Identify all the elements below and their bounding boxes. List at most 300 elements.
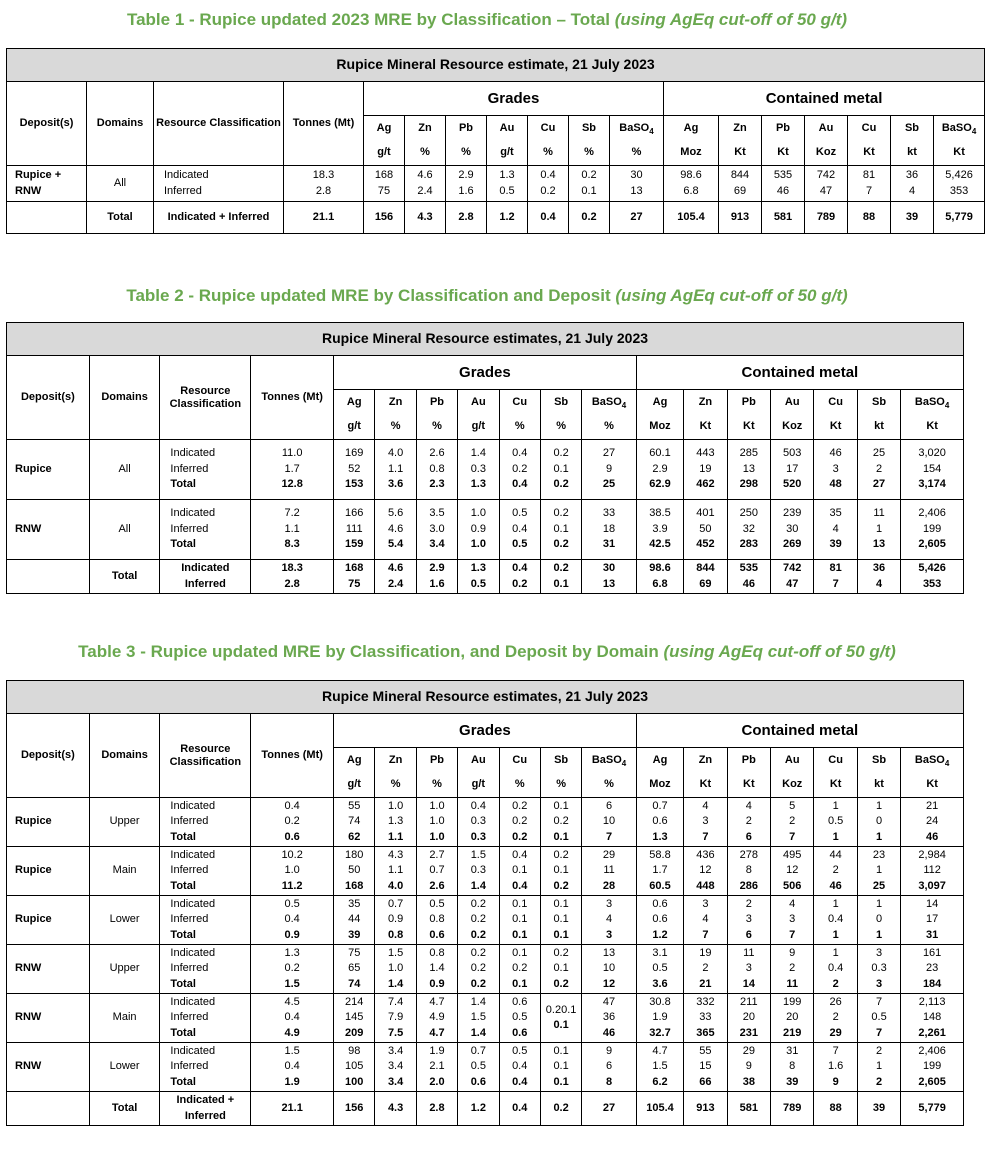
cell-value: 0.2 (553, 815, 569, 828)
cell-value: 1 (875, 864, 883, 877)
total-grade: 0.2 (569, 202, 610, 234)
cell-value: 1.7 (284, 462, 300, 475)
grade-col-sb: Sb (540, 748, 581, 773)
cell-value: 298 (739, 478, 758, 491)
cell-value: 1.3 (470, 478, 486, 491)
cell-value: 1.3 (284, 946, 300, 959)
cell-value: 0 (875, 913, 883, 926)
metal-header: Contained metal (636, 356, 963, 390)
cell-value: 3 (789, 913, 796, 926)
grade-cell (528, 166, 569, 202)
cell-value: 3.4 (387, 1060, 404, 1073)
cell-value: Indicated (170, 848, 216, 861)
grade-unit: % (569, 141, 610, 166)
metal-cell (934, 166, 985, 202)
cell-value: 2.0 (429, 1075, 445, 1088)
cell-value: 1 (832, 946, 839, 959)
grade-cell (569, 166, 610, 202)
metal-cell (814, 440, 857, 500)
cell-value: 0.2 (553, 478, 569, 491)
cell-value: 0.3 (470, 815, 486, 828)
cell-value: 0.2 (553, 848, 569, 861)
cell-value: 8 (605, 1075, 613, 1088)
cell-value: 2,605 (918, 538, 946, 551)
cell-value: 506 (783, 879, 802, 892)
total-grade (416, 560, 457, 594)
cell-value: 2 (832, 864, 839, 877)
cell-value: 1 (875, 928, 883, 941)
grade-cell (416, 1043, 457, 1092)
cell-value: 5 (789, 799, 796, 812)
cell-value: Total (170, 1026, 196, 1039)
cell-value: 6.8 (683, 184, 699, 197)
cell-value: 33 (699, 1011, 712, 1024)
cell-value: 0.1 (553, 1019, 569, 1031)
grade-cell (499, 896, 540, 945)
grade-col-ag: Ag (334, 390, 375, 415)
cell-value: 36 (872, 562, 886, 574)
metal-cell (727, 500, 770, 560)
cell-value: 26 (829, 995, 842, 1008)
cell-value: 3.4 (387, 1044, 404, 1057)
total-grade (334, 560, 375, 594)
grade-cell (540, 945, 581, 994)
metal-col-au: Au (771, 748, 814, 773)
cell-value: 2.1 (429, 1060, 445, 1073)
cell-value: 1.6 (827, 1060, 844, 1073)
total-metal: 105.4 (664, 202, 719, 234)
cell-value: 30.8 (649, 995, 671, 1008)
grade-col-au: Au (458, 748, 499, 773)
metal-unit: Moz (664, 141, 719, 166)
cell-value: 13 (630, 184, 643, 197)
total-tonnes: 21.1 (284, 202, 364, 234)
cell-value: 0.2 (553, 946, 569, 959)
metal-cell (684, 994, 727, 1043)
grade-cell (334, 847, 375, 896)
grade-cell (334, 440, 375, 500)
grade-cell (416, 440, 457, 500)
cell-value: 1.0 (429, 815, 445, 828)
cell-value: 1.6 (429, 577, 445, 590)
cell-value: 0.8 (429, 913, 445, 926)
cell-value: 27 (872, 478, 886, 491)
metal-cell (771, 798, 814, 847)
grade-col-pb: Pb (416, 390, 457, 415)
grade-unit: % (610, 141, 664, 166)
cell-value: 62 (348, 830, 361, 843)
cell-value: 4 (702, 913, 709, 926)
cell-value: 3,020 (918, 447, 946, 460)
metal-col-au: Au (771, 390, 814, 415)
cell-value: 9 (605, 462, 613, 475)
grade-col-ag: Ag (334, 748, 375, 773)
total-grade (582, 560, 637, 594)
metal-col-cu: Cu (814, 390, 857, 415)
cell-value: 0.4 (512, 848, 528, 861)
cell-value: 2,984 (918, 848, 946, 861)
cell-value: Inferred (170, 522, 209, 535)
cell-value: 2,261 (918, 1026, 946, 1039)
grade-cell (446, 166, 487, 202)
cell-value: 2.9 (652, 462, 668, 475)
cell-value: 9 (745, 1060, 752, 1073)
grade-col-au: Au (458, 390, 499, 415)
domain-name: Lower (89, 1043, 160, 1092)
cell-value: 0.7 (387, 897, 404, 910)
cell-value: 168 (345, 562, 364, 574)
grade-cell (499, 1043, 540, 1092)
cell-value: 7.9 (387, 1011, 404, 1024)
cell-value: 7 (605, 830, 613, 843)
cell-value: 8.3 (284, 538, 300, 551)
cell-value: 9 (789, 946, 796, 959)
grade-cell (499, 440, 540, 500)
metal-cell (719, 166, 762, 202)
total-grade: 2.8 (416, 1092, 457, 1126)
metal-cell (814, 994, 857, 1043)
cell-value: 0.5 (652, 962, 668, 975)
total-metal (636, 560, 683, 594)
cell-value: 20 (786, 1011, 799, 1024)
cell-value: 448 (696, 879, 715, 892)
metal-col-cu: Cu (814, 748, 857, 773)
cell-value: 2.4 (387, 577, 404, 590)
grade-cell (540, 896, 581, 945)
cell-value: 4.3 (387, 848, 404, 861)
cell-value: 1 (832, 799, 839, 812)
cell-value: 0.2 (512, 815, 528, 828)
deposit-header: Deposit(s) (7, 82, 87, 166)
total-metal: 913 (684, 1092, 727, 1126)
grade-cell (499, 500, 540, 560)
grade-col-zn: Zn (405, 116, 446, 141)
cell-value: 0.2 (470, 977, 486, 990)
table1 (6, 48, 977, 234)
metal-unit: Kt (684, 773, 727, 798)
cell-value: 0.1 (553, 799, 569, 812)
cell-value: Indicated (164, 169, 209, 181)
cell-value: 0.4 (470, 799, 486, 812)
cell-value: 42.5 (649, 538, 671, 551)
grade-cell (582, 1043, 637, 1092)
cell-value: 19 (699, 946, 712, 959)
cell-value: 6 (605, 1060, 613, 1073)
tonnes-header: Tonnes (Mt) (251, 714, 334, 798)
metal-unit: Kt (934, 141, 985, 166)
total-grade (540, 560, 581, 594)
domain-name: All (89, 500, 160, 560)
cell-value: 1.0 (429, 830, 445, 843)
domains-header: Domains (87, 82, 154, 166)
cell-value: 4.6 (417, 169, 433, 181)
grade-cell (458, 440, 499, 500)
total-metal: 39 (857, 1092, 900, 1126)
cell-value: 7 (875, 1026, 883, 1039)
total-grade (499, 560, 540, 594)
metal-col-sb: Sb (857, 748, 900, 773)
cell-value: 0.5 (871, 1011, 887, 1024)
deposit-name: RNW (7, 994, 90, 1043)
cell-value: 2.6 (429, 447, 445, 460)
metal-unit: Kt (814, 415, 857, 440)
cell-value: 74 (348, 815, 361, 828)
classification-cell (160, 798, 251, 847)
cell-value: 1 (875, 522, 883, 535)
cell-value: 0.6 (470, 1075, 486, 1088)
metal-cell (814, 896, 857, 945)
cell-value: Total (170, 928, 196, 941)
cell-value: 10.2 (281, 848, 303, 861)
cell-value: 0.3 (470, 830, 486, 843)
cell-value: 4.7 (429, 995, 445, 1008)
cell-value: 13 (602, 946, 616, 959)
cell-value: 1.0 (387, 962, 404, 975)
metal-cell (771, 1043, 814, 1092)
metal-cell (901, 945, 964, 994)
metal-col-ag: Ag (664, 116, 719, 141)
cell-value: 7 (789, 928, 796, 941)
total-blank (7, 560, 90, 594)
cell-value: Inferred (170, 815, 209, 828)
cell-value: 0.4 (512, 1060, 528, 1073)
grade-unit: % (446, 141, 487, 166)
cell-value: 2 (789, 962, 796, 975)
total-grade: 4.3 (375, 1092, 416, 1126)
cell-value: 0.4 (540, 169, 556, 181)
grade-cell (458, 945, 499, 994)
cell-value: 7 (789, 830, 796, 843)
cell-value: 11 (743, 946, 755, 959)
domains-header: Domains (89, 714, 160, 798)
grade-unit: % (528, 141, 569, 166)
grade-cell (416, 500, 457, 560)
metal-cell (901, 994, 964, 1043)
metal-col-cu: Cu (848, 116, 891, 141)
grade-cell (405, 166, 446, 202)
total-label: Total (89, 1092, 160, 1126)
domains-header: Domains (89, 356, 160, 440)
cell-value: 62.9 (649, 478, 671, 491)
grade-col-baso4: BaSO$_4$ (582, 390, 637, 415)
cell-value: 50 (348, 864, 361, 877)
grade-cell (364, 166, 405, 202)
cell-value: 283 (739, 538, 758, 551)
metal-cell (684, 945, 727, 994)
domain-name: Upper (89, 798, 160, 847)
cell-value: 3 (832, 462, 839, 475)
cell-value: 1 (832, 830, 839, 843)
cell-value: 0.1 (553, 913, 569, 926)
grade-cell (582, 945, 637, 994)
grade-cell (416, 994, 457, 1043)
cell-value: Total (170, 977, 196, 990)
cell-value: 5.4 (387, 538, 404, 551)
cell-value: 0.2 (512, 799, 528, 812)
cell-value: 0.2 (553, 562, 569, 574)
total-metal: 88 (814, 1092, 857, 1126)
deposit-name: Rupice (7, 798, 90, 847)
cell-value: 0.4 (512, 478, 528, 491)
cell-value: 28 (602, 879, 616, 892)
cell-value: 1 (832, 897, 839, 910)
cell-value: 180 (345, 848, 364, 861)
total-metal: 581 (727, 1092, 770, 1126)
grade-unit: % (405, 141, 446, 166)
cell-value: 0.1 (553, 1075, 569, 1088)
grade-col-sb: Sb (540, 390, 581, 415)
cell-value: 0.6 (652, 897, 668, 910)
grade-cell (540, 798, 581, 847)
grade-col-pb: Pb (446, 116, 487, 141)
cell-value: 3 (605, 897, 613, 910)
total-grade (375, 560, 416, 594)
cell-value: 46 (829, 879, 842, 892)
cell-value: 0.1 (512, 913, 528, 926)
cell-value: 353 (922, 577, 942, 590)
cell-value: 0.2 (553, 977, 569, 990)
cell-value: Total (170, 1075, 196, 1088)
cell-value: 7 (702, 928, 709, 941)
cell-value: 0.1 (553, 462, 569, 475)
grade-col-zn: Zn (375, 390, 416, 415)
cell-value: 0.6 (284, 830, 300, 843)
cell-value: 98.6 (649, 562, 671, 574)
cell-value: 0.1 (553, 928, 569, 941)
cell-value: 75 (348, 577, 361, 590)
metal-cell (727, 945, 770, 994)
cell-value: 9 (832, 1075, 839, 1088)
cell-value: 365 (696, 1026, 715, 1039)
cell-value: 25 (872, 447, 886, 460)
cell-value: 24 (926, 815, 939, 828)
cell-value: 495 (783, 848, 802, 861)
grade-unit: g/t (364, 141, 405, 166)
total-metal (684, 560, 727, 594)
cell-value: Indicated (170, 995, 216, 1008)
cell-value: 14 (742, 977, 755, 990)
cell-value: 0.4 (512, 879, 528, 892)
grade-cell (582, 798, 637, 847)
cell-value: 38.5 (649, 507, 671, 520)
cell-value: 0.8 (429, 946, 445, 959)
cell-value: 12 (786, 864, 799, 877)
grade-col-baso4: BaSO$_4$ (610, 116, 664, 141)
cell-value: 2.6 (429, 879, 445, 892)
cell-value: 154 (922, 462, 942, 475)
cell-value: 0.4 (284, 913, 300, 926)
metal-cell (771, 847, 814, 896)
cell-value: 11.0 (281, 447, 303, 460)
grade-cell (458, 896, 499, 945)
metal-cell (636, 896, 683, 945)
classification-cell (160, 994, 251, 1043)
cell-value: 0 (875, 815, 883, 828)
cell-value: 353 (949, 184, 969, 197)
total-grade: 0.2 (540, 1092, 581, 1126)
metal-col-pb: Pb (727, 390, 770, 415)
cell-value: 2.8 (315, 184, 332, 197)
cell-value: 2.9 (429, 562, 445, 574)
metal-cell (771, 896, 814, 945)
metal-col-pb: Pb (762, 116, 805, 141)
cell-value: 5,426 (945, 169, 973, 181)
cell-value: 47 (819, 184, 833, 197)
cell-value: 4.7 (429, 1026, 445, 1039)
total-grade: 1.2 (487, 202, 528, 234)
cell-value: 0.4 (512, 1075, 528, 1088)
metal-cell (684, 798, 727, 847)
cell-value: 17 (786, 462, 799, 475)
cell-value: 0.4 (512, 562, 528, 574)
cell-value: 36 (905, 169, 919, 181)
cell-value: 0.2 (512, 462, 528, 475)
cell-value: 46 (742, 577, 755, 590)
cell-value: 0.5 (284, 897, 300, 910)
total-blank (7, 202, 87, 234)
cell-value: 0.1 (553, 830, 569, 843)
deposit-header: Deposit(s) (7, 356, 90, 440)
total-grade (458, 560, 499, 594)
cell-value: Total (170, 538, 196, 551)
metal-cell (814, 847, 857, 896)
cell-value: 169 (345, 447, 364, 460)
cell-value: 2.3 (429, 478, 445, 491)
cell-value: 6 (745, 830, 752, 843)
metal-col-baso4: BaSO$_4$ (934, 116, 985, 141)
total-grade: 156 (334, 1092, 375, 1126)
metal-unit: Koz (805, 141, 848, 166)
metal-unit: Kt (814, 773, 857, 798)
cell-value: 231 (739, 1026, 758, 1039)
domain-name: All (89, 440, 160, 500)
metal-cell (814, 1043, 857, 1092)
cell-value: 7 (865, 184, 873, 197)
metal-cell (727, 798, 770, 847)
cell-value: 0.4 (827, 913, 844, 926)
metal-cell (848, 166, 891, 202)
metal-cell (727, 994, 770, 1043)
cell-value: 0.1 (553, 522, 569, 535)
cell-value: 29 (602, 848, 616, 861)
metal-unit: Kt (684, 415, 727, 440)
total-grade: 2.8 (446, 202, 487, 234)
cell-value: 211 (740, 995, 758, 1008)
metal-cell (857, 847, 900, 896)
cell-value: 1.4 (470, 995, 486, 1008)
total-label: Total (87, 202, 154, 234)
table1-caption: Table 1 - Rupice updated 2023 MRE by Classification – Total (using AgEq cut-off of 50 g/t) (126, 10, 848, 29)
metal-cell (771, 994, 814, 1043)
grades-header: Grades (364, 82, 664, 116)
cell-value: 0.1 (553, 1044, 569, 1057)
metal-cell (901, 440, 964, 500)
cell-value: 39 (786, 1075, 799, 1088)
cell-value: 81 (862, 169, 876, 181)
cell-value: 60.1 (649, 447, 671, 460)
metal-cell (771, 945, 814, 994)
cell-value: 31 (926, 928, 939, 941)
table3-caption: Table 3 - Rupice updated MRE by Classification, and Deposit by Domain (using AgEq cut-off of 50 g/t) (78, 642, 896, 661)
cell-value: 0.1 (553, 864, 569, 877)
cell-value: Inferred (184, 577, 226, 590)
cell-value: 219 (783, 1026, 802, 1039)
cell-value: 2 (875, 462, 883, 475)
cell-value: 31 (786, 1044, 799, 1057)
cell-value: 0.2 (470, 928, 486, 941)
grade-cell (499, 945, 540, 994)
metal-cell (684, 440, 727, 500)
